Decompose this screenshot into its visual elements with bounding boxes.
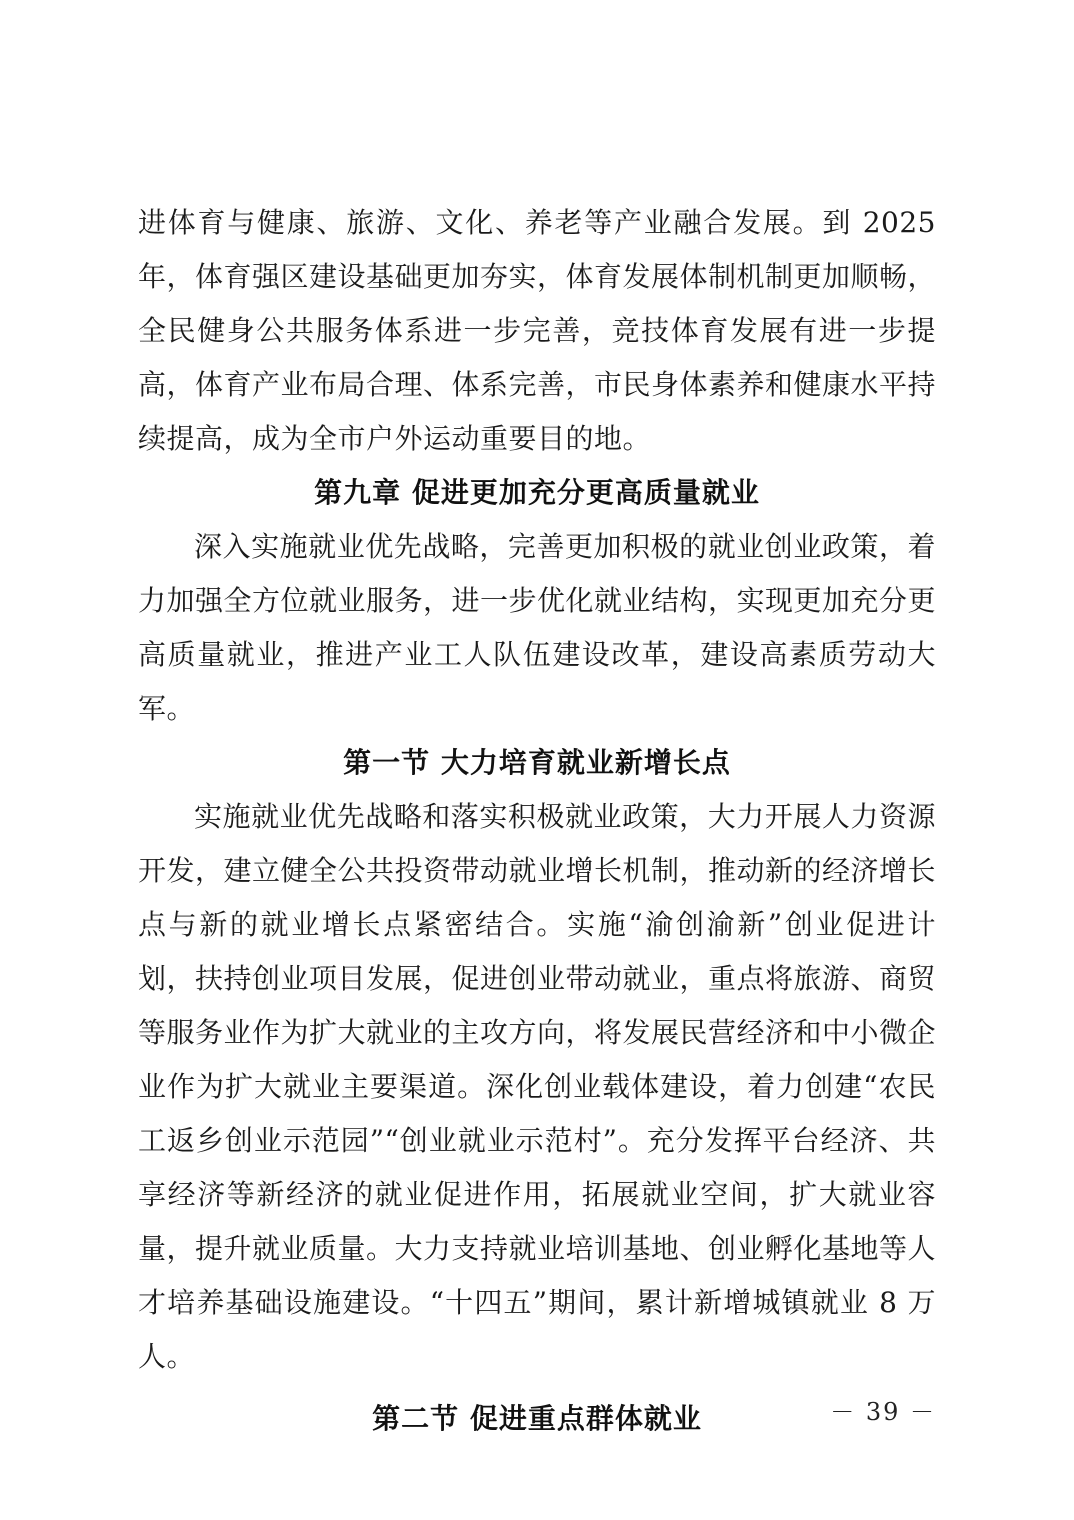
section-heading-2: 第二节 促进重点群体就业 — [372, 1402, 702, 1435]
page-number: － 39 － — [830, 1398, 936, 1426]
page-content — [138, 196, 936, 1446]
paragraph-chapter-intro: 深入实施就业优先战略，完善更加积极的就业创业政策，着力加强全方位就业服务，进一步优化就业结构，实现更加充分更高质量就业，推进产业工人队伍建设改革，建设高素质劳动大军。 — [138, 530, 937, 725]
section-heading-1: 第一节 大力培育就业新增长点 — [343, 746, 731, 779]
paragraph-intro-continuation: 进体育与健康、旅游、文化、养老等产业融合发展。到 2025 年，体育强区建设基础更加夯实，体育发展体制机制更加顺畅，全民健身公共服务体系进一步完善，竞技体育发展有进一步提高，体育产业布局合理、体系完善，市民身体素养和健康水平持续提高，成为全市户外运动重要目的地。 — [138, 206, 937, 455]
chapter-heading: 第九章 促进更加充分更高质量就业 — [314, 476, 760, 509]
paragraph-section-1: 实施就业优先战略和落实积极就业政策，大力开展人力资源开发，建立健全公共投资带动就业增长机制，推动新的经济增长点与新的就业增长点紧密结合。实施“渝创渝新”创业促进计划，扶持创业项目发展，促进创业带动就业，重点将旅游、商贸等服务业作为扩大就业的主攻方向，将发展民营经济和中小微企业作为扩大就业主要渠道。深化创业载体建设，着力创建“农民工返乡创业示范园”“创业就业示范村”。充分发挥平台经济、共享经济等新经济的就业促进作用，拓展就业空间，扩大就业容量，提升就业质量。大力支持就业培训基地、创业孵化基地等人才培养基础设施建设。“十四五”期间，累计新增城镇就业 8 万人。 — [138, 800, 937, 1373]
